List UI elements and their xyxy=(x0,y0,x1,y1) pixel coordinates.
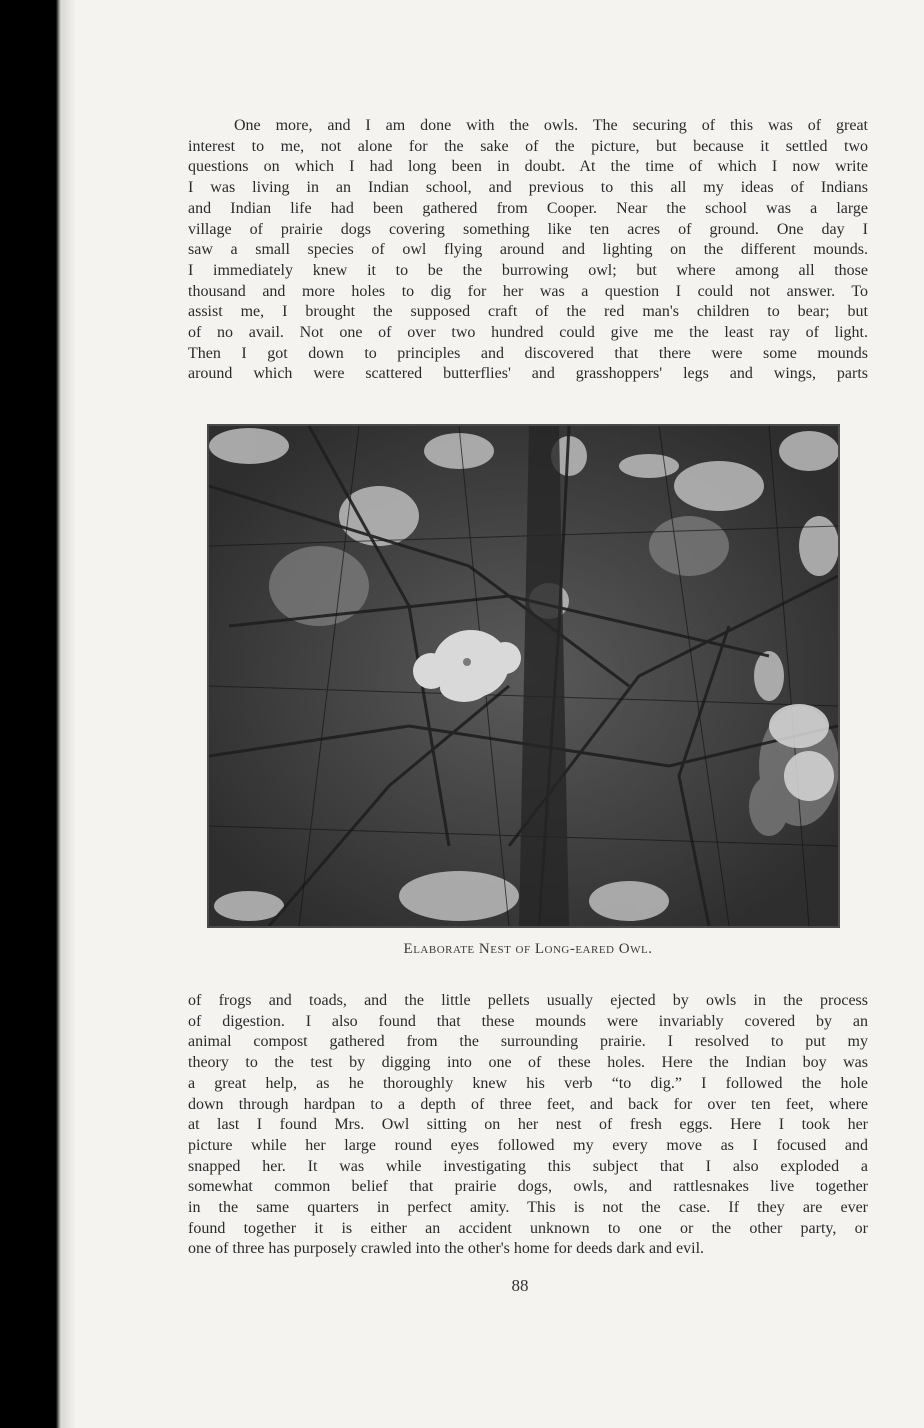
text-line: found together it is either an accident unknown to one or the other party, or xyxy=(188,1219,868,1237)
figure-caption: Elaborate Nest of Long-eared Owl. xyxy=(403,941,653,957)
text-line: down through hardpan to a depth of three feet, and back for over ten feet, where xyxy=(188,1095,868,1113)
text-line: assist me, I brought the supposed craft of the red man's children to bear; but xyxy=(188,303,868,321)
book-spine-shadow xyxy=(0,0,62,1428)
text-line: One more, and I am done with the owls. The securing of this was of great xyxy=(234,117,868,134)
text-line: one of three has purposely crawled into the other's home for deeds dark and evil. xyxy=(188,1240,705,1258)
text-line: saw a small species of owl flying around and lighting on the different mounds. xyxy=(188,241,868,259)
text-line: village of prairie dogs covering something like ten acres of ground. One day I xyxy=(188,220,868,238)
text-line: and Indian life had been gathered from Cooper. Near the school was a large xyxy=(188,199,868,217)
text-line: interest to me, not alone for the sake of the picture, but because it settled two xyxy=(188,137,868,155)
text-line: somewhat common belief that prairie dogs, owls, and rattlesnakes live together xyxy=(188,1178,868,1196)
text-line: of frogs and toads, and the little pellets usually ejected by owls in the process xyxy=(188,992,868,1009)
text-line: around which were scattered butterflies' and grasshoppers' legs and wings, parts xyxy=(188,365,868,383)
text-line: questions on which I had long been in doubt. At the time of which I now write xyxy=(188,158,868,176)
text-line: snapped her. It was while investigating this subject that I also exploded a xyxy=(188,1157,868,1175)
text-line: in the same quarters in perfect amity. This is not the case. If they are ever xyxy=(188,1199,868,1217)
text-line: theory to the test by digging into one of these holes. Here the Indian boy was xyxy=(188,1054,868,1072)
owl-nest-photograph xyxy=(207,424,840,928)
text-line: of digestion. I also found that these mounds were invariably covered by an xyxy=(188,1012,868,1030)
text-line: I immediately knew it to be the burrowing owl; but where among all those xyxy=(188,261,868,279)
paragraph-bottom xyxy=(188,991,868,1260)
text-line: I was living in an Indian school, and previous to this all my ideas of Indians xyxy=(188,179,868,197)
text-line: a great help, as he thoroughly knew his verb “to dig.” I followed the hole xyxy=(188,1074,868,1092)
page-number: 88 xyxy=(511,1276,529,1295)
text-line: thousand and more holes to dig for her was a question I could not answer. To xyxy=(188,282,868,300)
text-line: at last I found Mrs. Owl sitting on her nest of fresh eggs. Here I took her xyxy=(188,1116,868,1134)
text-line: animal compost gathered from the surrounding prairie. I resolved to put my xyxy=(188,1033,868,1051)
text-line: Then I got down to principles and discovered that there were some mounds xyxy=(188,344,868,362)
paragraph-top xyxy=(188,116,868,385)
photograph-illustration xyxy=(209,426,838,926)
text-line: of no avail. Not one of over two hundred could give me the least ray of light. xyxy=(188,324,868,342)
text-line: picture while her large round eyes followed my every move as I focused and xyxy=(188,1136,868,1154)
